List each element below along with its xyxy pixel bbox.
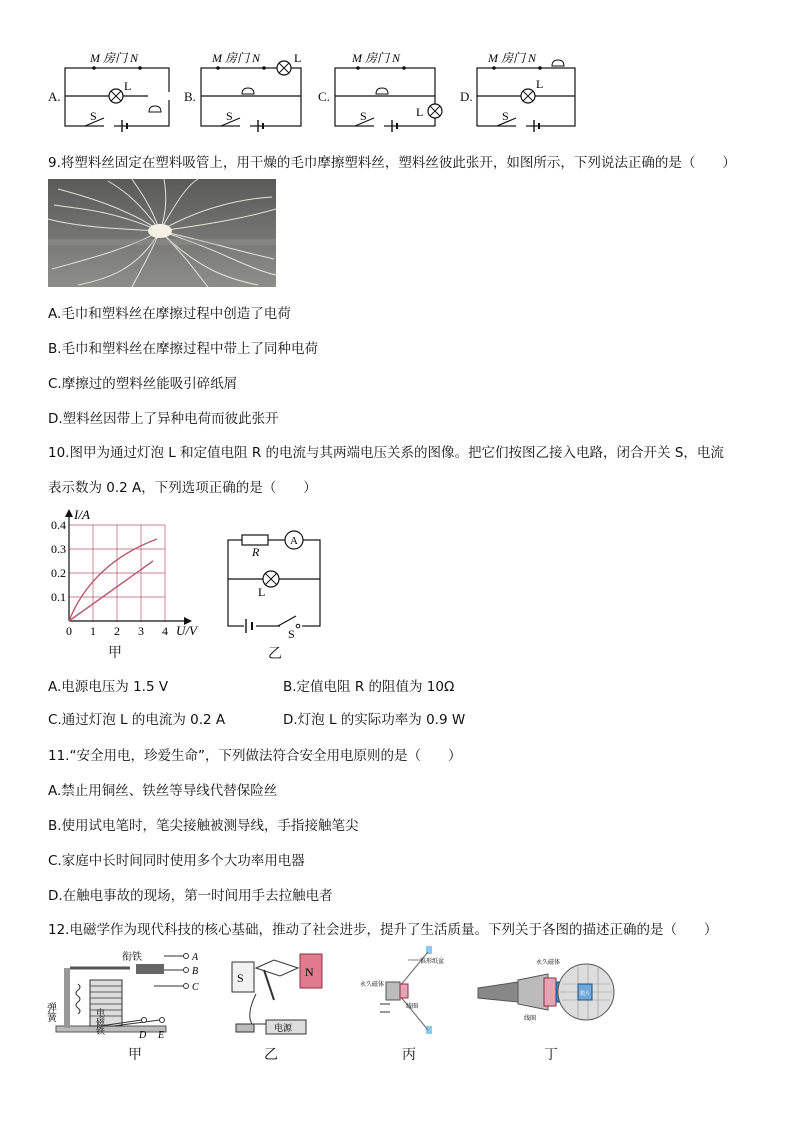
svg-text:E: E (158, 1030, 165, 1041)
q10-graph-jia (44, 505, 214, 655)
q10-option-d[interactable]: D.灯泡 L 的实际功率为 0.9 W (283, 712, 466, 728)
svg-text:S: S (360, 109, 367, 123)
svg-text:弹簧: 弹簧 (44, 1002, 56, 1022)
q12-figure-jia-relay (44, 946, 210, 1042)
q8-option-a-label[interactable]: A. (48, 89, 61, 104)
spring-icon (76, 984, 80, 1014)
graph-caption-jia: 甲 (108, 645, 122, 661)
q11-option-d[interactable]: D.在触电事故的现场，第一时间用手去拉触电者 (48, 888, 333, 904)
q9-option-d[interactable]: D.塑料丝因带上了异种电荷而彼此张开 (48, 411, 279, 427)
svg-text:D: D (139, 1030, 147, 1041)
q8-option-b-label[interactable]: B. (184, 89, 196, 104)
q10-stem-line2: 表示数为 0.2 A，下列选项正确的是（ ） (48, 480, 317, 496)
q8-option-c-label[interactable]: C. (318, 89, 330, 104)
figure-caption-yi: 乙 (264, 1047, 278, 1063)
q9-option-a[interactable]: A.毛巾和塑料丝在摩擦过程中创造了电荷 (48, 306, 291, 322)
q8-option-d-label[interactable]: D. (460, 89, 473, 104)
svg-text:膜片: 膜片 (580, 992, 591, 997)
svg-text:L: L (294, 51, 302, 65)
bell-icon (149, 106, 161, 112)
svg-text:永久磁体: 永久磁体 (536, 960, 561, 966)
armature-label: 衔铁 (122, 952, 142, 963)
lamp-curve (69, 539, 157, 621)
svg-text:0.3: 0.3 (51, 542, 66, 556)
svg-text:M 房门 N: M 房门 N (212, 51, 261, 65)
q11-option-c[interactable]: C.家庭中长时间同时使用多个大功率用电器 (48, 853, 305, 869)
svg-text:S: S (90, 109, 97, 123)
q12-stem: 12.电磁学作为现代科技的核心基础，推动了社会进步，提升了生活质量。下列关于各图的描述正确的是（ ） (48, 922, 718, 938)
q8-circuit-a (60, 48, 180, 136)
svg-text:N: N (305, 965, 314, 979)
svg-text:S: S (226, 109, 233, 123)
svg-text:2: 2 (114, 624, 120, 638)
q11-option-a[interactable]: A.禁止用铜丝、铁丝等导线代替保险丝 (48, 783, 278, 799)
q9-stem: 9.将塑料丝固定在塑料吸管上，用干燥的毛巾摩擦塑料丝，塑料丝彼此张开，如图所示，下列说法正确的是（ ） (48, 155, 736, 171)
q12-figure-yi-motor (226, 946, 326, 1042)
svg-text:A: A (192, 952, 199, 963)
graph-grid (69, 525, 165, 621)
svg-text:线圈: 线圈 (406, 1004, 419, 1010)
svg-text:M 房门 N: M 房门 N (352, 51, 401, 65)
resistor-line (69, 561, 153, 621)
q10-option-c[interactable]: C.通过灯泡 L 的电流为 0.2 A (48, 712, 226, 728)
plastic-strands-photo (48, 179, 276, 287)
q11-option-b[interactable]: B.使用试电笔时，笔尖接触被测导线，手指接触笔尖 (48, 818, 359, 834)
svg-text:0.4: 0.4 (51, 518, 66, 532)
svg-text:C: C (192, 982, 199, 993)
svg-text:电磁铁: 电磁铁 (95, 1008, 105, 1035)
svg-text:U/V: U/V (176, 623, 197, 638)
figure-caption-bing: 丙 (402, 1047, 416, 1063)
q10-circuit-yi (222, 526, 332, 641)
q10-option-b[interactable]: B.定值电阻 R 的阻值为 10Ω (283, 679, 455, 695)
svg-text:1: 1 (90, 624, 96, 638)
y-axis-label: I/A (74, 507, 90, 522)
q12-figure-ding-microphone (478, 958, 628, 1038)
q11-stem: 11.“安全用电，珍爱生命”，下列做法符合安全用电原则的是（ ） (48, 748, 462, 764)
q9-option-b[interactable]: B.毛巾和塑料丝在摩擦过程中带上了同种电荷 (48, 341, 319, 357)
svg-text:线圈: 线圈 (524, 1016, 537, 1022)
plastic-strands-illustration (48, 179, 276, 287)
svg-text:3: 3 (138, 624, 144, 638)
svg-text:电源: 电源 (274, 1023, 293, 1033)
q9-option-c[interactable]: C.摩擦过的塑料丝能吸引碎纸屑 (48, 376, 238, 392)
svg-text:L: L (416, 105, 424, 119)
svg-text:B: B (192, 966, 199, 977)
svg-text:锥形纸盆: 锥形纸盆 (420, 959, 445, 965)
svg-text:0.1: 0.1 (51, 590, 66, 604)
q10-stem-line1: 10.图甲为通过灯泡 L 和定值电阻 R 的电流与其两端电压关系的图像。把它们按图乙接入电路，闭合开关 S，电流 (48, 445, 724, 461)
q10-option-a[interactable]: A.电源电压为 1.5 V (48, 679, 169, 695)
svg-text:4: 4 (162, 624, 168, 638)
svg-text:R: R (252, 545, 260, 559)
resistor-icon (242, 535, 268, 545)
svg-text:L: L (124, 79, 132, 93)
svg-text:M 房门 N: M 房门 N (488, 51, 537, 65)
svg-text:0: 0 (66, 624, 72, 638)
q8-circuit-c (330, 48, 450, 136)
q8-circuit-b (196, 48, 316, 136)
svg-text:S: S (237, 971, 244, 985)
svg-text:0.2: 0.2 (51, 566, 66, 580)
svg-text:L: L (258, 585, 266, 599)
q8-circuit-d (472, 48, 582, 136)
svg-text:永久磁体: 永久磁体 (360, 982, 385, 988)
bell-icon (242, 88, 254, 94)
svg-text:S: S (502, 109, 509, 123)
svg-text:L: L (536, 77, 544, 91)
door-label: M 房门 N (90, 51, 139, 65)
figure-caption-ding: 丁 (544, 1047, 558, 1063)
svg-text:S: S (288, 627, 295, 641)
svg-text:A: A (290, 535, 298, 547)
q12-figure-bing-speaker (360, 946, 460, 1042)
figure-caption-jia: 甲 (128, 1047, 142, 1063)
circuit-caption-yi: 乙 (268, 646, 282, 662)
